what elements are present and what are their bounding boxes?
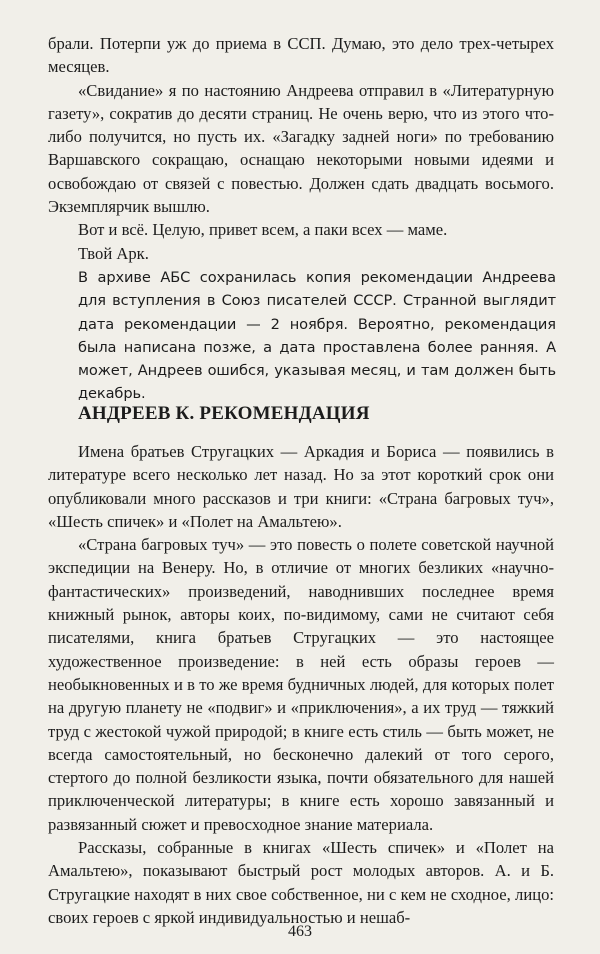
letter-signature: Твой Арк. bbox=[78, 243, 149, 263]
article-text bbox=[48, 440, 554, 929]
page-number: 463 bbox=[288, 923, 312, 940]
letter-paragraph: «Свидание» я по настоянию Андреева отправил в «Литературную газету», сократив до десяти страниц. Не очень верю, что из этого что-либо получится, но пусть их. «Загадку задней ноги» по требованию Варшавского сокращаю, оснащаю некоторыми новыми идеями и освобождаю от связей с повестью. Должен сдать двадцать восьмого. Экземплярчик вышлю. bbox=[48, 80, 554, 217]
editor-note-text: В архиве АБС сохранилась копия рекомендации Андреева для вступления в Союз писателей СССР. Странной выглядит дата рекомендации — 2 ноября. Вероятно, рекомендация была написана позже, а дата проставлена более ранняя. А может, Андреев ошибся, указывая месяц, и там должен быть декабрь. bbox=[78, 269, 556, 403]
article-paragraph: Имена братьев Стругацких — Аркадия и Бориса — появились в литературе всего несколько лет назад. Но за этот короткий срок они опубликовали много рассказов и три книги: «Страна багровых туч», «Шесть спичек» и «Полет на Амальтею». bbox=[48, 442, 554, 531]
letter-paragraph: Вот и всё. Целую, привет всем, а паки всех — маме. bbox=[78, 220, 448, 240]
editor-note bbox=[78, 266, 556, 406]
article-paragraph: «Страна багровых туч» — это повесть о полете советской научной экспедиции на Венеру. Но, в отличие от многих безликих «научно-фантастических» произведений, наводнивших последнее время книжный рынок, авторы коих, по-видимому, сами не считают себя писателями, книга братьев Стругацких — это настоящее художественное произведение: в ней есть образы героев — необыкновенных и в то же время будничных людей, для которых полет на другую планету не «подвиг» и «приключения», а их труд — тяжкий труд с жестокой чужой природой; в книге есть стиль — быть может, не всегда самостоятельный, но бесконечно далекий от того серого, стертого до полной безликости языка, почти обязательного для нашей приключенческой литературы; в книге есть хорошо завязанный и развязанный сюжет и превосходное знание материала. bbox=[48, 535, 554, 834]
article-paragraph: Рассказы, собранные в книгах «Шесть спичек» и «Полет на Амальтею», показывают быстрый рост молодых авторов. А. и Б. Стругацкие находят в них свое собственное, ни с кем не сходное, лицо: своих героев с яркой индивидуальностью и нешаб- bbox=[48, 838, 554, 927]
section-heading: АНДРЕЕВ К. РЕКОМЕНДАЦИЯ bbox=[78, 403, 370, 424]
letter-text bbox=[48, 32, 554, 265]
letter-paragraph: брали. Потерпи уж до приема в ССП. Думаю, это дело трех-четырех месяцев. bbox=[48, 34, 554, 77]
